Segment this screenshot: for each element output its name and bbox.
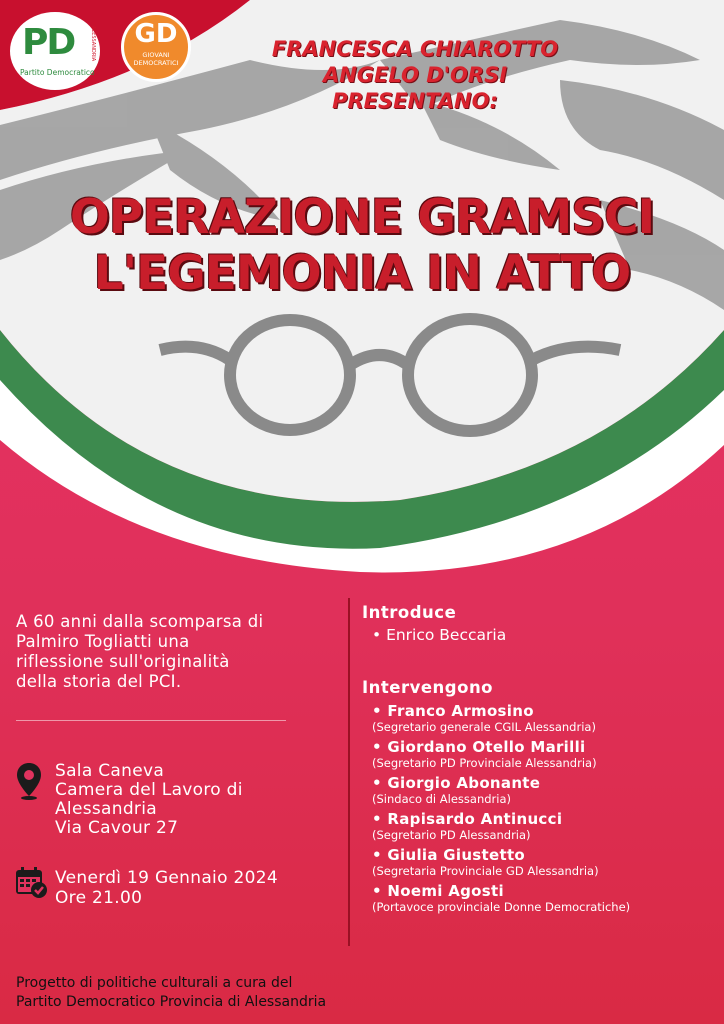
footer-line: Progetto di politiche culturali a cura del bbox=[16, 975, 293, 991]
gd-logo-text-1: GIOVANI bbox=[142, 51, 170, 59]
list-item bbox=[372, 810, 722, 842]
venue-line: Alessandria bbox=[55, 799, 157, 819]
speaker-name: • Noemi Agosti bbox=[372, 882, 504, 900]
venue bbox=[55, 762, 243, 838]
gd-logo bbox=[121, 12, 191, 82]
lead-line: A 60 anni dalla scomparsa di bbox=[16, 612, 264, 631]
event-day: Venerdì 19 Gennaio 2024 bbox=[55, 868, 278, 888]
speaker-role: (Sindaco di Alessandria) bbox=[372, 792, 511, 806]
venue-line: Via Cavour 27 bbox=[55, 818, 179, 838]
presenting-label: PRESENTANO: bbox=[332, 89, 498, 113]
pd-logo-text: Partito Democratico bbox=[20, 68, 95, 77]
footer-line: Partito Democratico Provincia di Alessandria bbox=[16, 994, 327, 1010]
title-line-2: L'EGEMONIA IN ATTO bbox=[93, 246, 631, 301]
speaker-name: • Franco Armosino bbox=[372, 702, 534, 720]
list-item bbox=[372, 702, 722, 734]
presenters bbox=[220, 36, 610, 114]
gd-logo-text-2: DEMOCRATICI bbox=[133, 59, 179, 67]
list-item bbox=[372, 774, 722, 806]
venue-line: Camera del Lavoro di bbox=[55, 780, 243, 800]
speaker-name: • Giorgio Abonante bbox=[372, 774, 541, 792]
event-date bbox=[55, 868, 278, 908]
introduce-heading: Introduce bbox=[362, 603, 457, 622]
speaker-role: (Segretario PD Alessandria) bbox=[372, 828, 531, 842]
pd-logo-mark: PD bbox=[22, 22, 75, 63]
presenter-1: FRANCESCA CHIAROTTO bbox=[271, 37, 559, 61]
calendar-check-icon bbox=[14, 865, 48, 899]
location-pin-icon bbox=[16, 762, 42, 800]
lead-line: Palmiro Togliatti una bbox=[16, 632, 190, 651]
speaker-name: • Rapisardo Antinucci bbox=[372, 810, 563, 828]
speakers-list bbox=[372, 702, 722, 918]
speaker-role: (Segretario PD Provinciale Alessandria) bbox=[372, 756, 597, 770]
list-item bbox=[372, 846, 722, 878]
venue-line: Sala Caneva bbox=[55, 761, 165, 781]
vertical-divider bbox=[348, 598, 350, 946]
event-time: Ore 21.00 bbox=[55, 888, 143, 908]
presenter-2: ANGELO D'ORSI bbox=[322, 63, 508, 87]
divider bbox=[16, 720, 286, 721]
lead-line: della storia del PCI. bbox=[16, 672, 182, 691]
lead-text bbox=[16, 612, 346, 692]
speaker-name: • Giordano Otello Marilli bbox=[372, 738, 586, 756]
title-line-1: OPERAZIONE GRAMSCI bbox=[69, 190, 655, 245]
speaker-role: (Segretario generale CGIL Alessandria) bbox=[372, 720, 596, 734]
speaker-role: (Segretaria Provinciale GD Alessandria) bbox=[372, 864, 599, 878]
speaker-name: • Giulia Giustetto bbox=[372, 846, 526, 864]
speaker-role: (Portavoce provinciale Donne Democratiche) bbox=[372, 900, 631, 914]
list-item bbox=[372, 738, 722, 770]
lead-line: riflessione sull'originalità bbox=[16, 652, 230, 671]
introducer-name: • Enrico Beccaria bbox=[372, 626, 507, 644]
footer-credit bbox=[16, 974, 326, 1012]
list-item bbox=[372, 882, 722, 914]
pd-logo bbox=[10, 12, 100, 90]
speakers-heading: Intervengono bbox=[362, 678, 494, 697]
gd-logo-mark: GD bbox=[134, 19, 178, 49]
pd-logo-side-text: ALESSANDRIA bbox=[90, 26, 96, 62]
event-title bbox=[20, 190, 704, 302]
